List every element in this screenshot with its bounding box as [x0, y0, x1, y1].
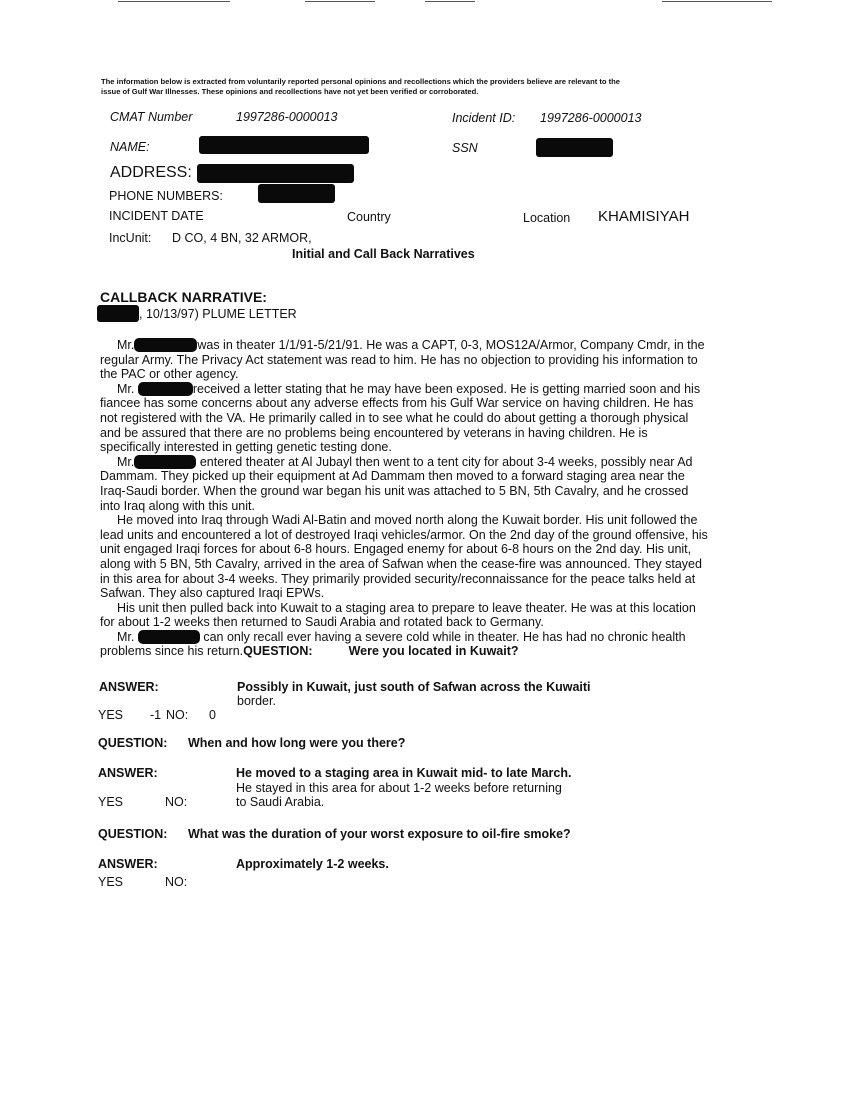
- redaction-name-inline: [138, 382, 193, 396]
- narrative-body: [100, 338, 708, 659]
- redaction-name-inline: [134, 455, 196, 469]
- disclaimer: [101, 77, 620, 97]
- disclaimer-line-2: issue of Gulf War Illnesses. These opinions and recollections have not yet been verified or corroborated.: [101, 87, 479, 96]
- question-label: QUESTION:: [98, 736, 168, 750]
- answer-text: He stayed in this area for about 1-2 weeks before returning: [236, 781, 562, 795]
- address-label: ADDRESS:: [110, 164, 192, 181]
- callback-narrative-title: CALLBACK NARRATIVE:: [100, 289, 267, 305]
- incunit-value: D CO, 4 BN, 32 ARMOR,: [172, 231, 312, 245]
- redaction-name-inline: [134, 338, 197, 352]
- yes-label: YES: [98, 795, 124, 809]
- scan-artifact-line: [118, 1, 230, 2]
- scan-artifact-line: [305, 1, 375, 2]
- question-label: QUESTION:: [243, 644, 313, 659]
- narrative-paragraph: His unit then pulled back into Kuwait to a staging area to prepare to leave theater. He was at this location for about 1-2 weeks then returned to Saudi Arabia and rotated back to Germany.: [100, 600, 696, 630]
- question-text: What was the duration of your worst exposure to oil-fire smoke?: [188, 827, 571, 841]
- narrative-paragraph: He moved into Iraq through Wadi Al-Batin and moved north along the Kuwait border. His unit followed the lead units and encountered a lot of destroyed Iraqi vehicles/armor. On the 2nd day of the ground offensive, his unit engaged Iraqi forces for about 6-8 hours. Engaged enemy for about 6-8 hours on the 2nd day. His unit, along with 5 BN, 5th Cavalry, arrived in the area of Safwan when the cease-fire was announced. They stayed in this area for about 3-4 weeks. They primarily provided security/reconnaissance for the peace talks held at Safwan. They also captured Iraqi EPWs.: [100, 513, 708, 601]
- question-text: Were you located in Kuwait?: [348, 644, 519, 659]
- location-value: KHAMISIYAH: [598, 208, 690, 225]
- narrative-paragraph: [100, 455, 708, 513]
- honorific: Mr.: [117, 381, 135, 396]
- cmat-number-label: CMAT Number: [110, 110, 193, 124]
- country-label: Country: [347, 210, 391, 224]
- answer-text: to Saudi Arabia.: [236, 795, 325, 809]
- answer-label: ANSWER:: [99, 680, 159, 694]
- question-text: When and how long were you there?: [188, 736, 406, 750]
- paragraph-text: received a letter stating that he may have been exposed. He is getting married soon and his fiancee has some concerns about any adverse effects from his Gulf War service on having children. He has not registered with the VA. He primarily called in to see what he could do about getting a thorough physical and be assured that there are no problems being encountered by veterans in having children. He is specifically interested in getting genetic testing done.: [100, 381, 701, 455]
- no-label: NO:: [165, 875, 188, 889]
- no-label: NO:: [166, 708, 189, 722]
- redaction-phone: [258, 184, 335, 203]
- redaction-ssn: [536, 138, 613, 157]
- incunit-label: IncUnit:: [109, 231, 152, 245]
- no-value: 0: [209, 708, 216, 722]
- honorific: Mr.: [117, 629, 135, 644]
- ssn-label: SSN: [452, 141, 478, 155]
- paragraph-text: can only recall ever having a severe cold while in theater. He has had no chronic health problems since his return.: [100, 629, 686, 659]
- cmat-number-value: 1997286-0000013: [236, 110, 338, 124]
- honorific: Mr.: [117, 454, 135, 469]
- paragraph-text: was in theater 1/1/91-5/21/91. He was a CAPT, 0-3, MOS12A/Armor, Company Cmdr, in the regular Army. The Privacy Act statement was read to him. He has no objection to providing his information to the PAC or other agency.: [100, 338, 705, 382]
- answer-text: He moved to a staging area in Kuwait mid- to late March.: [236, 766, 572, 780]
- narrative-paragraph: [100, 338, 708, 382]
- answer-text: border.: [237, 694, 276, 708]
- scan-artifact-line: [425, 1, 475, 2]
- paragraph-text: entered theater at Al Jubayl then went to a tent city for about 3-4 weeks, possibly near Ad Dammam. They picked up their equipment at Ad Dammam then moved to a forward staging area near the Iraq-Saudi border. When the ground war began his unit was attached to 5 BN, 5th Cavalry, and he crossed into Iraq along with this unit.: [100, 454, 693, 513]
- answer-label: ANSWER:: [98, 766, 158, 780]
- yes-value: -1: [150, 708, 162, 722]
- answer-text: Approximately 1-2 weeks.: [236, 857, 389, 871]
- redaction-name: [199, 136, 369, 154]
- answer-label: ANSWER:: [98, 857, 158, 871]
- scan-artifact-line: [662, 1, 772, 2]
- section-title: Initial and Call Back Narratives: [292, 247, 475, 261]
- answer-text: Possibly in Kuwait, just south of Safwan across the Kuwaiti: [237, 680, 591, 694]
- disclaimer-line-1: The information below is extracted from voluntarily reported personal opinions and recollections which the providers believe are relevant to the: [101, 77, 621, 86]
- location-label: Location: [523, 211, 571, 225]
- no-label: NO:: [165, 795, 188, 809]
- incident-id-value: 1997286-0000013: [540, 111, 642, 125]
- question-label: QUESTION:: [98, 827, 168, 841]
- name-label: NAME:: [110, 140, 150, 154]
- incident-date-label: INCIDENT DATE: [109, 209, 204, 223]
- redaction-address: [197, 164, 354, 183]
- phone-numbers-label: PHONE NUMBERS:: [109, 189, 223, 203]
- incident-id-label: Incident ID:: [452, 111, 516, 125]
- honorific: Mr.: [117, 338, 135, 352]
- narrative-paragraph: [100, 382, 708, 455]
- redaction-callback-name: [97, 305, 139, 322]
- yes-label: YES: [98, 708, 124, 722]
- callback-date-line: , 10/13/97) PLUME LETTER: [139, 307, 297, 321]
- yes-label: YES: [98, 875, 124, 889]
- narrative-paragraph: [100, 630, 708, 659]
- redaction-name-inline: [138, 630, 200, 644]
